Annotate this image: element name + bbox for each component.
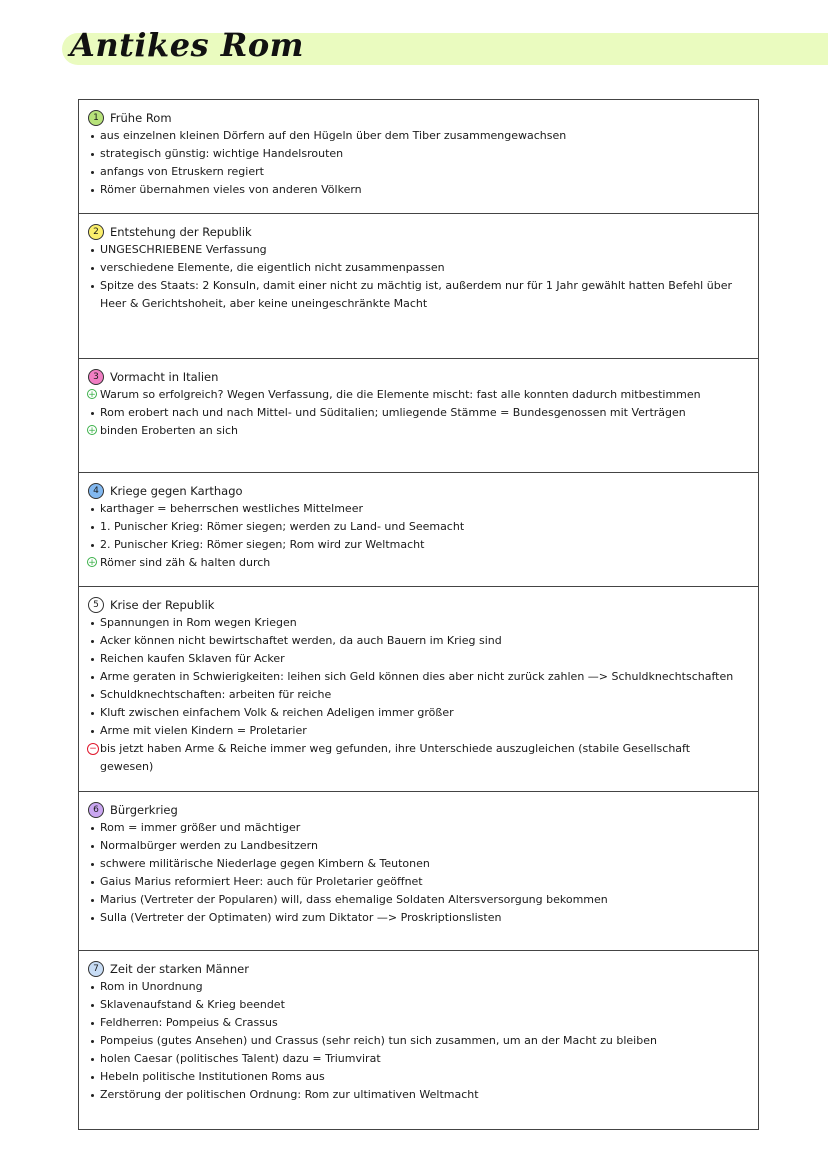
list-item-text: anfangs von Etruskern regiert	[100, 165, 264, 178]
list-item-text: Feldherren: Pompeius & Crassus	[100, 1016, 278, 1029]
list-item-text: Normalbürger werden zu Landbesitzern	[100, 839, 318, 852]
plus-circle-icon: +	[88, 390, 96, 400]
list-item-text: Arme geraten in Schwierigkeiten: leihen sich Geld können dies aber nicht zurück zahlen —> Schuldknechtschaften	[100, 670, 734, 683]
list-item-text: holen Caesar (politisches Talent) dazu = Triumvirat	[100, 1052, 381, 1065]
list-item	[88, 1068, 748, 1086]
list-item-text: 2. Punischer Krieg: Römer siegen; Rom wird zur Weltmacht	[100, 538, 425, 551]
section-number-badge: 2	[88, 224, 104, 240]
list-item-text: strategisch günstig: wichtige Handelsrouten	[100, 147, 344, 160]
list-item	[88, 722, 748, 740]
list-item-text: Arme mit vielen Kindern = Proletarier	[100, 724, 307, 737]
list-item	[88, 1014, 748, 1032]
list-item	[88, 241, 748, 259]
bullet-list	[88, 241, 748, 313]
list-item	[88, 554, 748, 572]
plus-circle-icon: +	[88, 426, 96, 436]
section-2	[79, 214, 758, 359]
list-item	[88, 704, 748, 722]
list-item-text: binden Eroberten an sich	[100, 424, 239, 437]
list-item-text: Römer übernahmen vieles von anderen Völkern	[100, 183, 362, 196]
list-item-text: 1. Punischer Krieg: Römer siegen; werden zu Land- und Seemacht	[100, 520, 465, 533]
list-item	[88, 873, 748, 891]
list-item	[88, 422, 748, 440]
minus-circle-icon: −	[87, 743, 99, 755]
section-number-badge: 6	[88, 802, 104, 818]
list-item-text: schwere militärische Niederlage gegen Kimbern & Teutonen	[100, 857, 430, 870]
list-item	[88, 996, 748, 1014]
list-item-text: Gaius Marius reformiert Heer: auch für Proletarier geöffnet	[100, 875, 423, 888]
section-number-badge: 4	[88, 483, 104, 499]
bullet-list	[88, 500, 748, 572]
list-item	[88, 500, 748, 518]
list-item-text: Kluft zwischen einfachem Volk & reichen Adeligen immer größer	[100, 706, 454, 719]
list-item-text: Spitze des Staats: 2 Konsuln, damit einer nicht zu mächtig ist, außerdem nur für 1 Jahr gewählt hatten Befehl über Heer & Gerichtshoheit, aber keine uneingeschränkte Macht	[100, 279, 732, 310]
list-item-text: Zerstörung der politischen Ordnung: Rom zur ultimativen Weltmacht	[100, 1088, 479, 1101]
list-item	[88, 127, 748, 145]
list-item-text: Schuldknechtschaften: arbeiten für reiche	[100, 688, 332, 701]
section-title: Krise der Republik	[110, 598, 215, 612]
list-item	[88, 819, 748, 837]
list-item-text: Sklavenaufstand & Krieg beendet	[100, 998, 285, 1011]
list-item	[88, 686, 748, 704]
section-title: Vormacht in Italien	[110, 370, 219, 384]
bullet-list	[88, 819, 748, 927]
list-item	[88, 978, 748, 996]
section-number-badge: 3	[88, 369, 104, 385]
list-item	[88, 259, 748, 277]
list-item-text: Warum so erfolgreich? Wegen Verfassung, die die Elemente mischt: fast alle konnten dadurch mitbestimmen	[100, 388, 701, 401]
list-item-text: Pompeius (gutes Ansehen) und Crassus (sehr reich) tun sich zusammen, um an der Macht zu bleiben	[100, 1034, 657, 1047]
list-item-text: Römer sind zäh & halten durch	[100, 556, 271, 569]
section-number-badge: 1	[88, 110, 104, 126]
list-item	[88, 1050, 748, 1068]
list-item-text: Sulla (Vertreter der Optimaten) wird zum Diktator —> Proskriptionslisten	[100, 911, 502, 924]
bullet-list	[88, 614, 748, 776]
list-item	[88, 518, 748, 536]
list-item-text: Rom erobert nach und nach Mittel- und Süditalien; umliegende Stämme = Bundesgenossen mit Verträgen	[100, 406, 686, 419]
list-item	[88, 614, 748, 632]
list-item	[88, 386, 748, 404]
list-item	[88, 277, 748, 313]
section-heading	[88, 368, 748, 386]
plus-circle-icon: +	[88, 558, 96, 568]
list-item	[88, 632, 748, 650]
section-title: Bürgerkrieg	[110, 803, 178, 817]
list-item	[88, 145, 748, 163]
section-6	[79, 792, 758, 951]
list-item-text: Rom = immer größer und mächtiger	[100, 821, 301, 834]
list-item	[88, 163, 748, 181]
list-item	[88, 837, 748, 855]
section-7	[79, 951, 758, 1129]
section-title: Entstehung der Republik	[110, 225, 252, 239]
list-item-text: Rom in Unordnung	[100, 980, 203, 993]
list-item-text: Hebeln politische Institutionen Roms aus	[100, 1070, 325, 1083]
section-title: Zeit der starken Männer	[110, 962, 249, 976]
bullet-list	[88, 386, 748, 440]
list-item-text: Marius (Vertreter der Popularen) will, dass ehemalige Soldaten Altersversorgung bekommen	[100, 893, 608, 906]
list-item	[88, 650, 748, 668]
section-1	[79, 100, 758, 214]
list-item	[88, 668, 748, 686]
list-item	[88, 855, 748, 873]
list-item	[88, 1086, 748, 1104]
list-item	[88, 404, 748, 422]
list-item-text: karthager = beherrschen westliches Mittelmeer	[100, 502, 363, 515]
section-heading	[88, 801, 748, 819]
bullet-list	[88, 127, 748, 199]
section-heading	[88, 960, 748, 978]
section-heading	[88, 482, 748, 500]
bullet-list	[88, 978, 748, 1104]
list-item	[88, 181, 748, 199]
section-heading	[88, 109, 748, 127]
notes-table	[78, 99, 759, 1130]
page-title: Antikes Rom	[70, 26, 305, 64]
list-item	[88, 891, 748, 909]
section-heading	[88, 223, 748, 241]
list-item-text: Spannungen in Rom wegen Kriegen	[100, 616, 297, 629]
list-item	[88, 1032, 748, 1050]
section-3	[79, 359, 758, 473]
list-item	[88, 536, 748, 554]
list-item-text: UNGESCHRIEBENE Verfassung	[100, 243, 267, 256]
list-item-text: aus einzelnen kleinen Dörfern auf den Hügeln über dem Tiber zusammengewachsen	[100, 129, 567, 142]
section-heading	[88, 596, 748, 614]
section-title: Kriege gegen Karthago	[110, 484, 243, 498]
list-item-text: bis jetzt haben Arme & Reiche immer weg gefunden, ihre Unterschiede auszugleichen (stabile Gesellschaft gewesen)	[100, 742, 691, 773]
section-number-badge: 5	[88, 597, 104, 613]
section-number-badge: 7	[88, 961, 104, 977]
list-item-text: Reichen kaufen Sklaven für Acker	[100, 652, 285, 665]
list-item-text: verschiedene Elemente, die eigentlich nicht zusammenpassen	[100, 261, 445, 274]
list-item	[88, 740, 748, 776]
list-item-text: Acker können nicht bewirtschaftet werden, da auch Bauern im Krieg sind	[100, 634, 502, 647]
section-4	[79, 473, 758, 587]
list-item	[88, 909, 748, 927]
section-title: Frühe Rom	[110, 111, 172, 125]
section-5	[79, 587, 758, 792]
